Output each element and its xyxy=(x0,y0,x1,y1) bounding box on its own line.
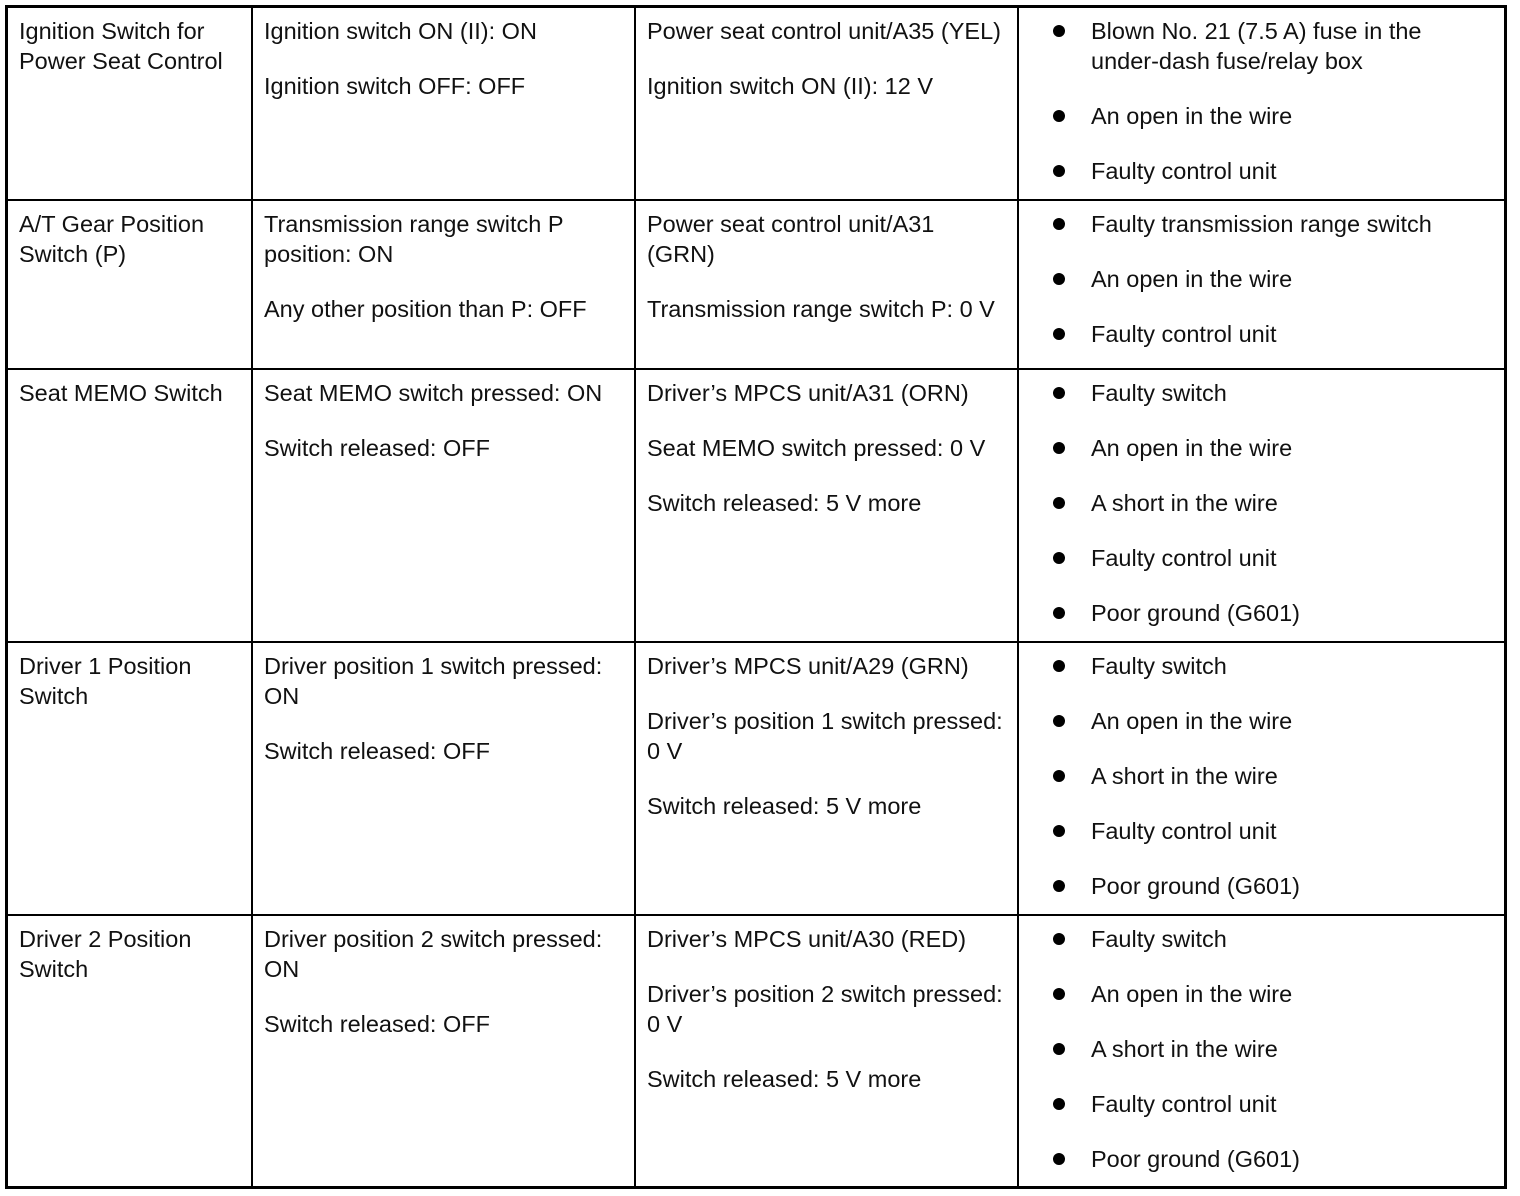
terminal-text: Seat MEMO switch pressed: 0 V xyxy=(647,435,986,461)
bullet-icon xyxy=(1053,387,1065,399)
cause-item xyxy=(1050,433,1494,463)
bullet-icon xyxy=(1053,825,1065,837)
component-name: Ignition Switch for Power Seat Control xyxy=(19,18,223,74)
cause-text: An open in the wire xyxy=(1091,103,1293,129)
causes-cell xyxy=(1018,369,1504,642)
table-row xyxy=(8,642,1504,915)
causes-list xyxy=(1030,209,1494,349)
cause-text: A short in the wire xyxy=(1091,490,1278,516)
status-text: Seat MEMO switch pressed: ON xyxy=(264,380,603,406)
cause-text: An open in the wire xyxy=(1091,981,1293,1007)
cause-text: Faulty control unit xyxy=(1091,1091,1277,1117)
terminal-text: Ignition switch ON (II): 12 V xyxy=(647,73,934,99)
component-cell xyxy=(8,200,252,369)
component-cell xyxy=(8,369,252,642)
bullet-icon xyxy=(1053,218,1065,230)
terminal-cell xyxy=(635,200,1018,369)
terminal-text: Driver’s position 1 switch pressed: 0 V xyxy=(647,708,1003,764)
status-cell xyxy=(252,8,635,200)
cause-text: Faulty switch xyxy=(1091,926,1227,952)
cause-text: A short in the wire xyxy=(1091,1036,1278,1062)
causes-list xyxy=(1030,651,1494,901)
causes-list xyxy=(1030,16,1494,186)
bullet-icon xyxy=(1053,1043,1065,1055)
cause-item xyxy=(1050,101,1494,131)
cause-item xyxy=(1050,543,1494,573)
status-text: Ignition switch ON (II): ON xyxy=(264,18,537,44)
cause-item xyxy=(1050,378,1494,408)
terminal-text: Switch released: 5 V more xyxy=(647,490,922,516)
causes-list xyxy=(1030,924,1494,1174)
bullet-icon xyxy=(1053,1098,1065,1110)
table-row xyxy=(8,8,1504,200)
terminal-text: Driver’s MPCS unit/A31 (ORN) xyxy=(647,380,969,406)
cause-item xyxy=(1050,651,1494,681)
status-cell xyxy=(252,369,635,642)
cause-text: An open in the wire xyxy=(1091,266,1293,292)
bullet-icon xyxy=(1053,273,1065,285)
cause-item xyxy=(1050,924,1494,954)
cause-item xyxy=(1050,1144,1494,1174)
bullet-icon xyxy=(1053,328,1065,340)
cause-item xyxy=(1050,761,1494,791)
cause-item xyxy=(1050,706,1494,736)
cause-item xyxy=(1050,1034,1494,1064)
troubleshooting-table-frame xyxy=(5,5,1507,1189)
bullet-icon xyxy=(1053,770,1065,782)
cause-text: Poor ground (G601) xyxy=(1091,873,1301,899)
cause-text: Faulty switch xyxy=(1091,380,1227,406)
cause-text: Faulty control unit xyxy=(1091,818,1277,844)
cause-text: Faulty control unit xyxy=(1091,158,1277,184)
bullet-icon xyxy=(1053,442,1065,454)
terminal-text: Transmission range switch P: 0 V xyxy=(647,296,995,322)
component-name: A/T Gear Position Switch (P) xyxy=(19,211,205,267)
status-text: Driver position 2 switch pressed: ON xyxy=(264,926,603,982)
terminal-text: Driver’s MPCS unit/A29 (GRN) xyxy=(647,653,969,679)
component-name: Driver 1 Position Switch xyxy=(19,653,192,709)
causes-cell xyxy=(1018,642,1504,915)
status-cell xyxy=(252,200,635,369)
cause-text: Poor ground (G601) xyxy=(1091,1146,1301,1172)
bullet-icon xyxy=(1053,165,1065,177)
cause-item xyxy=(1050,319,1494,349)
bullet-icon xyxy=(1053,880,1065,892)
cause-item xyxy=(1050,816,1494,846)
terminal-cell xyxy=(635,642,1018,915)
status-cell xyxy=(252,915,635,1188)
cause-text: Faulty control unit xyxy=(1091,545,1277,571)
bullet-icon xyxy=(1053,1153,1065,1165)
status-text: Switch released: OFF xyxy=(264,435,490,461)
status-text: Ignition switch OFF: OFF xyxy=(264,73,526,99)
bullet-icon xyxy=(1053,933,1065,945)
cause-item xyxy=(1050,209,1494,239)
terminal-text: Driver’s MPCS unit/A30 (RED) xyxy=(647,926,967,952)
status-text: Transmission range switch P position: ON xyxy=(264,211,564,267)
cause-text: Faulty transmission range switch xyxy=(1091,211,1432,237)
bullet-icon xyxy=(1053,988,1065,1000)
terminal-cell xyxy=(635,915,1018,1188)
terminal-text: Switch released: 5 V more xyxy=(647,1066,922,1092)
cause-item xyxy=(1050,16,1494,76)
cause-text: Faulty switch xyxy=(1091,653,1227,679)
cause-text: A short in the wire xyxy=(1091,763,1278,789)
bullet-icon xyxy=(1053,607,1065,619)
terminal-cell xyxy=(635,8,1018,200)
table-row xyxy=(8,369,1504,642)
component-cell xyxy=(8,8,252,200)
causes-cell xyxy=(1018,8,1504,200)
causes-list xyxy=(1030,378,1494,628)
status-text: Any other position than P: OFF xyxy=(264,296,587,322)
bullet-icon xyxy=(1053,497,1065,509)
terminal-text: Driver’s position 2 switch pressed: 0 V xyxy=(647,981,1003,1037)
status-text: Switch released: OFF xyxy=(264,738,490,764)
cause-text: Blown No. 21 (7.5 A) fuse in the under-dash fuse/relay box xyxy=(1091,18,1422,74)
cause-text: An open in the wire xyxy=(1091,708,1293,734)
status-cell xyxy=(252,642,635,915)
cause-text: An open in the wire xyxy=(1091,435,1293,461)
terminal-text: Switch released: 5 V more xyxy=(647,793,922,819)
bullet-icon xyxy=(1053,110,1065,122)
cause-item xyxy=(1050,598,1494,628)
status-text: Driver position 1 switch pressed: ON xyxy=(264,653,603,709)
cause-item xyxy=(1050,156,1494,186)
component-name: Seat MEMO Switch xyxy=(19,380,223,406)
cause-text: Faulty control unit xyxy=(1091,321,1277,347)
troubleshooting-table xyxy=(8,8,1504,1188)
bullet-icon xyxy=(1053,25,1065,37)
bullet-icon xyxy=(1053,715,1065,727)
bullet-icon xyxy=(1053,660,1065,672)
cause-item xyxy=(1050,979,1494,1009)
causes-cell xyxy=(1018,915,1504,1188)
terminal-cell xyxy=(635,369,1018,642)
component-cell xyxy=(8,915,252,1188)
cause-text: Poor ground (G601) xyxy=(1091,600,1301,626)
causes-cell xyxy=(1018,200,1504,369)
terminal-text: Power seat control unit/A35 (YEL) xyxy=(647,18,1001,44)
status-text: Switch released: OFF xyxy=(264,1011,490,1037)
table-row xyxy=(8,200,1504,369)
component-name: Driver 2 Position Switch xyxy=(19,926,192,982)
terminal-text: Power seat control unit/A31 (GRN) xyxy=(647,211,935,267)
component-cell xyxy=(8,642,252,915)
bullet-icon xyxy=(1053,552,1065,564)
cause-item xyxy=(1050,1089,1494,1119)
cause-item xyxy=(1050,871,1494,901)
cause-item xyxy=(1050,488,1494,518)
cause-item xyxy=(1050,264,1494,294)
table-row xyxy=(8,915,1504,1188)
